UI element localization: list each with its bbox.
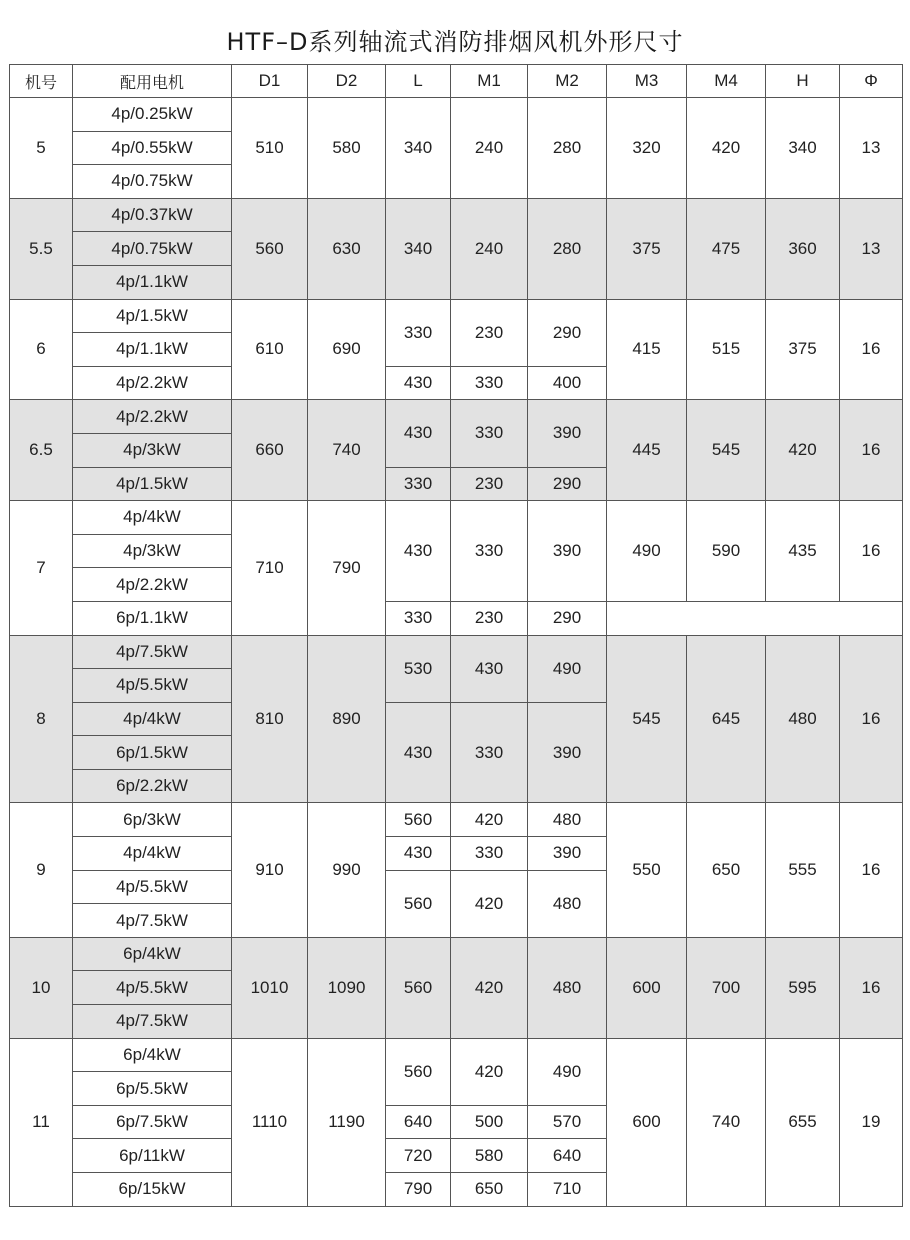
m1-cell: 330 [451,837,528,871]
model-number-cell: 7 [10,501,73,635]
table-row [10,98,903,132]
motor-cell: 4p/7.5kW [73,1005,232,1039]
motor-cell: 4p/5.5kW [73,669,232,703]
m4-cell: 420 [687,98,766,199]
l-cell: 560 [386,1038,451,1105]
motor-cell: 4p/4kW [73,702,232,736]
motor-cell: 6p/7.5kW [73,1105,232,1139]
m3-cell: 445 [607,400,687,501]
motor-cell: 4p/5.5kW [73,870,232,904]
m2-cell: 480 [528,937,607,1038]
header-cell-h: H [766,65,840,98]
m1-cell: 420 [451,870,528,937]
phi-cell: 16 [840,400,903,501]
m2-cell: 280 [528,198,607,299]
m1-cell: 430 [451,635,528,702]
d1-cell: 560 [232,198,308,299]
m2-cell: 400 [528,366,607,400]
h-cell: 595 [766,937,840,1038]
model-group [10,803,903,937]
empty-cell [607,601,903,635]
table-row [10,635,903,669]
header-cell-d1: D1 [232,65,308,98]
m3-cell: 490 [607,501,687,602]
table-row [10,937,903,971]
m1-cell: 500 [451,1105,528,1139]
m3-cell: 600 [607,1038,687,1206]
header-cell-no: 机号 [10,65,73,98]
m2-cell: 570 [528,1105,607,1139]
dimension-table [9,64,903,1207]
h-cell: 555 [766,803,840,937]
d2-cell: 740 [308,400,386,501]
l-cell: 430 [386,837,451,871]
l-cell: 330 [386,299,451,366]
header-row [10,65,903,98]
h-cell: 655 [766,1038,840,1206]
m2-cell: 480 [528,870,607,937]
d1-cell: 710 [232,501,308,635]
m1-cell: 330 [451,702,528,803]
l-cell: 720 [386,1139,451,1173]
motor-cell: 4p/3kW [73,534,232,568]
d1-cell: 510 [232,98,308,199]
m2-cell: 290 [528,299,607,366]
table-row [10,803,903,837]
m2-cell: 640 [528,1139,607,1173]
header-cell-m4: M4 [687,65,766,98]
l-cell: 530 [386,635,451,702]
motor-cell: 4p/5.5kW [73,971,232,1005]
motor-cell: 4p/2.2kW [73,400,232,434]
table-row [10,198,903,232]
m2-cell: 390 [528,837,607,871]
d1-cell: 1110 [232,1038,308,1206]
m1-cell: 240 [451,198,528,299]
l-cell: 330 [386,467,451,501]
m3-cell: 550 [607,803,687,937]
motor-cell: 6p/5.5kW [73,1072,232,1106]
motor-cell: 6p/3kW [73,803,232,837]
model-number-cell: 11 [10,1038,73,1206]
d1-cell: 660 [232,400,308,501]
model-group [10,1038,903,1206]
m1-cell: 420 [451,803,528,837]
m1-cell: 650 [451,1173,528,1207]
model-number-cell: 6.5 [10,400,73,501]
table-row [10,501,903,535]
m4-cell: 700 [687,937,766,1038]
motor-cell: 6p/4kW [73,1038,232,1072]
motor-cell: 4p/2.2kW [73,568,232,602]
d1-cell: 610 [232,299,308,400]
m2-cell: 390 [528,702,607,803]
model-number-cell: 5 [10,98,73,199]
h-cell: 375 [766,299,840,400]
motor-cell: 4p/7.5kW [73,635,232,669]
model-number-cell: 8 [10,635,73,803]
table-row [10,601,903,635]
l-cell: 560 [386,870,451,937]
l-cell: 640 [386,1105,451,1139]
m4-cell: 545 [687,400,766,501]
l-cell: 430 [386,366,451,400]
header-cell-d2: D2 [308,65,386,98]
motor-cell: 4p/0.25kW [73,98,232,132]
l-cell: 430 [386,501,451,602]
m4-cell: 590 [687,501,766,602]
motor-cell: 4p/0.55kW [73,131,232,165]
d2-cell: 690 [308,299,386,400]
m3-cell: 415 [607,299,687,400]
motor-cell: 4p/4kW [73,501,232,535]
motor-cell: 6p/2.2kW [73,769,232,803]
motor-cell: 6p/1.5kW [73,736,232,770]
motor-cell: 4p/1.5kW [73,467,232,501]
motor-cell: 4p/1.5kW [73,299,232,333]
h-cell: 360 [766,198,840,299]
m2-cell: 710 [528,1173,607,1207]
l-cell: 330 [386,601,451,635]
d1-cell: 810 [232,635,308,803]
m1-cell: 420 [451,1038,528,1105]
m1-cell: 240 [451,98,528,199]
motor-cell: 6p/11kW [73,1139,232,1173]
m4-cell: 515 [687,299,766,400]
h-cell: 480 [766,635,840,803]
page-title: HTF–D系列轴流式消防排烟风机外形尺寸 [226,28,684,56]
d2-cell: 580 [308,98,386,199]
phi-cell: 16 [840,299,903,400]
motor-cell: 4p/0.75kW [73,165,232,199]
m3-cell: 375 [607,198,687,299]
header-cell-m1: M1 [451,65,528,98]
m2-cell: 290 [528,467,607,501]
m3-cell: 320 [607,98,687,199]
d1-cell: 1010 [232,937,308,1038]
m1-cell: 330 [451,501,528,602]
m1-cell: 230 [451,601,528,635]
model-number-cell: 6 [10,299,73,400]
m1-cell: 230 [451,467,528,501]
d2-cell: 1190 [308,1038,386,1206]
header-cell-m2: M2 [528,65,607,98]
m4-cell: 475 [687,198,766,299]
motor-cell: 4p/7.5kW [73,904,232,938]
phi-cell: 13 [840,198,903,299]
header-cell-motor: 配用电机 [73,65,232,98]
model-group [10,635,903,803]
m3-cell: 600 [607,937,687,1038]
d2-cell: 990 [308,803,386,937]
header-cell-m3: M3 [607,65,687,98]
m1-cell: 330 [451,400,528,467]
phi-cell: 16 [840,635,903,803]
m1-cell: 330 [451,366,528,400]
phi-cell: 19 [840,1038,903,1206]
d2-cell: 890 [308,635,386,803]
table-row [10,1038,903,1072]
d1-cell: 910 [232,803,308,937]
h-cell: 435 [766,501,840,602]
motor-cell: 4p/3kW [73,433,232,467]
l-cell: 430 [386,702,451,803]
model-group [10,501,903,635]
model-group [10,198,903,299]
d2-cell: 1090 [308,937,386,1038]
model-group [10,98,903,199]
h-cell: 420 [766,400,840,501]
model-group [10,400,903,501]
m2-cell: 490 [528,635,607,702]
m1-cell: 580 [451,1139,528,1173]
m2-cell: 280 [528,98,607,199]
m2-cell: 390 [528,400,607,467]
motor-cell: 6p/15kW [73,1173,232,1207]
m4-cell: 740 [687,1038,766,1206]
header-cell-phi: Φ [840,65,903,98]
motor-cell: 4p/1.1kW [73,265,232,299]
model-number-cell: 9 [10,803,73,937]
motor-cell: 4p/0.75kW [73,232,232,266]
l-cell: 790 [386,1173,451,1207]
d2-cell: 630 [308,198,386,299]
m4-cell: 645 [687,635,766,803]
l-cell: 340 [386,198,451,299]
model-number-cell: 5.5 [10,198,73,299]
motor-cell: 4p/2.2kW [73,366,232,400]
model-group [10,299,903,400]
model-number-cell: 10 [10,937,73,1038]
l-cell: 560 [386,937,451,1038]
header-cell-l: L [386,65,451,98]
m1-cell: 230 [451,299,528,366]
motor-cell: 4p/0.37kW [73,198,232,232]
m2-cell: 490 [528,1038,607,1105]
table-row [10,400,903,434]
m4-cell: 650 [687,803,766,937]
motor-cell: 4p/4kW [73,837,232,871]
m3-cell: 545 [607,635,687,803]
l-cell: 340 [386,98,451,199]
motor-cell: 6p/1.1kW [73,601,232,635]
d2-cell: 790 [308,501,386,635]
motor-cell: 6p/4kW [73,937,232,971]
m2-cell: 290 [528,601,607,635]
m2-cell: 390 [528,501,607,602]
phi-cell: 13 [840,98,903,199]
motor-cell: 4p/1.1kW [73,333,232,367]
l-cell: 430 [386,400,451,467]
l-cell: 560 [386,803,451,837]
phi-cell: 16 [840,803,903,937]
model-group [10,937,903,1038]
phi-cell: 16 [840,501,903,602]
m2-cell: 480 [528,803,607,837]
phi-cell: 16 [840,937,903,1038]
h-cell: 340 [766,98,840,199]
m1-cell: 420 [451,937,528,1038]
table-row [10,299,903,333]
